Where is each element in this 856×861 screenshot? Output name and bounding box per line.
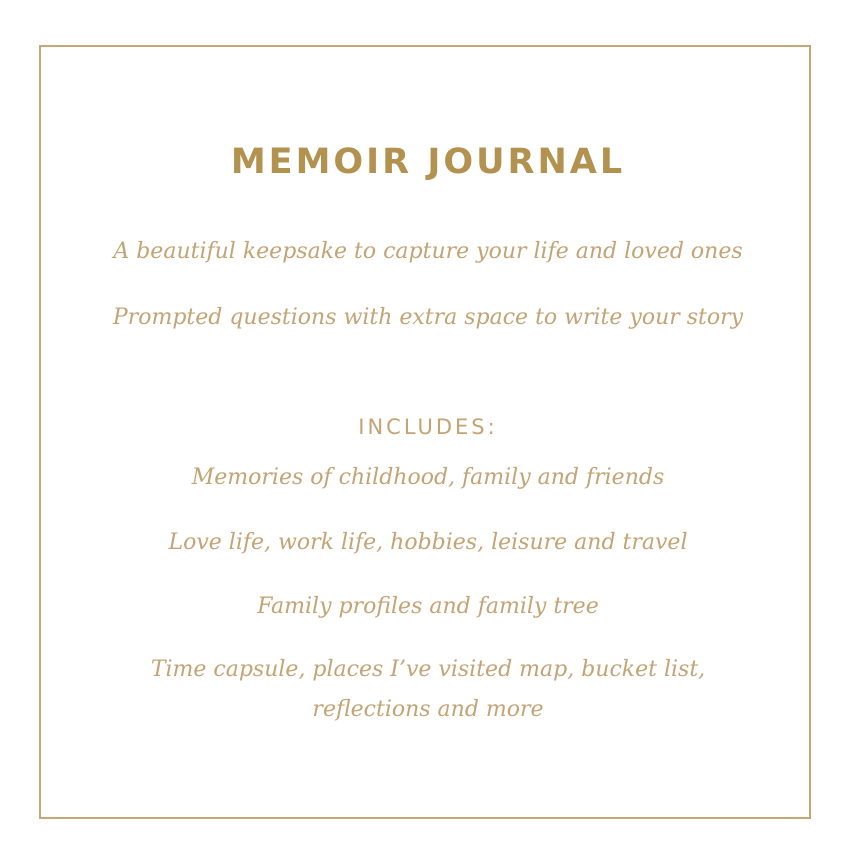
tagline-prompted-questions: Prompted questions with extra space to write your story	[112, 305, 744, 330]
includes-item-love-life: Love life, work life, hobbies, leisure and travel	[168, 530, 688, 555]
page-title: MEMOIR JOURNAL	[230, 142, 626, 182]
includes-heading: INCLUDES:	[358, 415, 498, 439]
includes-item-time-capsule-continued: reflections and more	[312, 697, 544, 722]
includes-item-family-profiles: Family profiles and family tree	[257, 594, 599, 619]
tagline-keepsake: A beautiful keepsake to capture your life and loved ones	[113, 239, 743, 264]
includes-item-time-capsule: Time capsule, places I’ve visited map, bucket list,	[150, 657, 706, 682]
includes-item-memories: Memories of childhood, family and friends	[191, 465, 665, 490]
